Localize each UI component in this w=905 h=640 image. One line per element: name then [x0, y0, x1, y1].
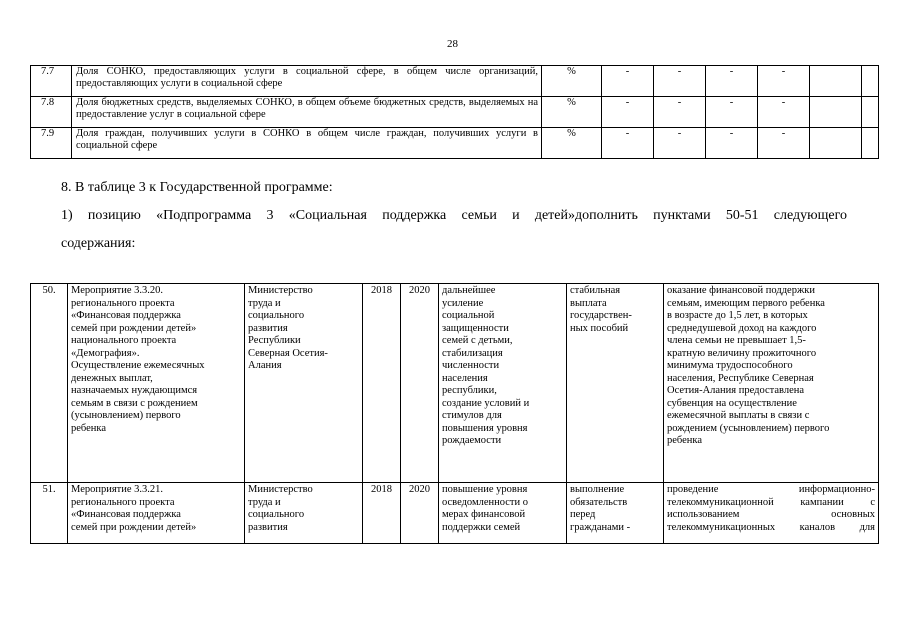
activity-name-line: денежных выплат, — [71, 372, 153, 384]
activity-name-line: семей при рождении детей» — [71, 322, 197, 334]
activity-result-line: создание условий и — [442, 397, 530, 409]
activity-start-year: 2018 — [363, 483, 401, 544]
activity-consequence-line: государствен- — [570, 310, 632, 321]
activity-name-line: регионального проекта — [71, 496, 175, 508]
indicator-number: 7.7 — [31, 66, 72, 97]
activity-consequence-line: ных пособий — [570, 322, 629, 334]
activity-relation-line: в возрасте до 1,5 лет, в которых — [667, 310, 808, 321]
activity-executor — [245, 284, 363, 483]
activity-result-line: населения — [442, 372, 488, 384]
activity-name-line: семьям в связи с рождением — [71, 397, 198, 409]
activity-consequence-line: выплата — [570, 297, 607, 309]
activity-number: 51. — [31, 483, 68, 544]
activity-consequence — [567, 483, 664, 544]
activity-relation-line: рождением (усыновлением) первого — [667, 422, 830, 434]
activity-start-year: 2018 — [363, 284, 401, 483]
activity-executor-line: социального — [248, 310, 305, 321]
indicator-value — [810, 66, 862, 97]
activity-executor-line: развития — [248, 521, 288, 533]
indicator-value: - — [654, 128, 706, 159]
activity-relation-line: субвенция на осуществление — [667, 397, 797, 409]
page-number: 28 — [447, 38, 458, 50]
activities-table — [30, 283, 879, 544]
activity-result — [439, 284, 567, 483]
activity-row — [31, 483, 879, 544]
activity-consequence-line: стабильная — [570, 285, 621, 296]
activity-name-line: Мероприятие 3.3.21. — [71, 484, 164, 495]
indicator-value: - — [706, 66, 758, 97]
indicator-value — [862, 128, 879, 159]
activity-relation-line: населения, Республике Северная — [667, 372, 814, 384]
activity-name-line: (усыновлением) первого — [71, 410, 181, 421]
activity-consequence-line: выполнение — [570, 484, 625, 495]
indicator-value: - — [602, 128, 654, 159]
indicator-row — [31, 128, 879, 159]
activity-executor-line: Республики — [248, 335, 301, 346]
activity-name-line: «Демография». — [71, 347, 140, 359]
activity-name-line: Мероприятие 3.3.20. — [71, 285, 164, 296]
activity-relation-line: проведение информационно- — [667, 484, 875, 495]
activity-name-line: «Финансовая поддержка — [71, 509, 181, 520]
activity-name-line: национального проекта — [71, 335, 177, 346]
indicator-value: - — [602, 66, 654, 97]
activity-relation-line: минимума трудоспособного — [667, 360, 793, 371]
indicator-text: Доля граждан, получивших услуги в СОНКО в общем числе граждан, получивших услуги в социальной сфере — [72, 128, 542, 159]
paragraph-content: содержания: — [61, 236, 136, 251]
activity-relation-line: Осетия-Алания предоставлена — [667, 385, 805, 396]
indicator-value — [862, 66, 879, 97]
activity-executor — [245, 483, 363, 544]
activity-result — [439, 483, 567, 544]
indicator-value: - — [654, 66, 706, 97]
activity-relation-line: ребенка — [667, 435, 702, 446]
activity-result-line: стимулов для — [442, 410, 502, 421]
indicator-text: Доля бюджетных средств, выделяемых СОНКО, в общем объеме бюджетных средств, выделяемых на предоставление услуг в социальной сфере — [72, 97, 542, 128]
activity-relation-line: среднедушевой доход на каждого — [667, 322, 817, 334]
paragraph-table-3: 8. В таблице 3 к Государственной программе: — [61, 180, 333, 195]
indicator-text: Доля СОНКО, предоставляющих услуги в социальной сфере, в общем числе организаций, предоставляющих услуги в социальной сфере — [72, 66, 542, 97]
activity-name-line: семей при рождении детей» — [71, 521, 197, 533]
activity-end-year: 2020 — [401, 483, 439, 544]
paragraph-position: 1) позицию «Подпрограмма 3 «Социальная поддержка семьи и детей»дополнить пунктами 50-51 следующего — [61, 208, 847, 223]
activity-result-line: республики, — [442, 385, 497, 396]
activity-row — [31, 284, 879, 483]
activity-executor-line: труда и — [248, 297, 281, 309]
activity-relation-line: члена семьи не превышает 1,5- — [667, 335, 806, 346]
activity-relation-line: телекоммуникационной кампании с — [667, 496, 875, 508]
indicator-number: 7.9 — [31, 128, 72, 159]
activity-relation-line: телекоммуникационных каналов для — [667, 521, 875, 533]
indicator-value: - — [758, 97, 810, 128]
activity-name-line: Осуществление ежемесячных — [71, 360, 205, 371]
indicator-value: - — [654, 97, 706, 128]
indicator-row — [31, 97, 879, 128]
activity-result-line: защищенности — [442, 322, 509, 334]
activity-number: 50. — [31, 284, 68, 483]
activity-name-line: назначаемых нуждающимся — [71, 385, 198, 396]
indicator-value — [810, 97, 862, 128]
indicator-value — [810, 128, 862, 159]
activity-relation-line: использованием основных — [667, 509, 875, 520]
activity-name — [68, 483, 245, 544]
activity-result-line: осведомленности о — [442, 496, 529, 508]
activity-result-line: стабилизация — [442, 347, 503, 359]
activity-relation-line: оказание финансовой поддержки — [667, 285, 815, 296]
activity-result-line: семей с детьми, — [442, 335, 513, 346]
activity-executor-line: развития — [248, 322, 288, 334]
activity-result-line: повышения уровня — [442, 422, 528, 434]
indicator-unit: % — [542, 128, 602, 159]
activity-end-year: 2020 — [401, 284, 439, 483]
activity-result-line: повышение уровня — [442, 484, 528, 495]
activity-relation-line: кратную величину прожиточного — [667, 347, 817, 359]
indicator-value — [862, 97, 879, 128]
activity-relation-line: семьям, имеющим первого ребенка — [667, 297, 825, 309]
activity-relation — [664, 483, 879, 544]
indicator-unit: % — [542, 66, 602, 97]
activity-name — [68, 284, 245, 483]
activity-executor-line: Северная Осетия- — [248, 347, 328, 359]
activity-result-line: социальной — [442, 310, 495, 321]
activity-consequence-line: перед — [570, 509, 596, 520]
activity-relation-line: ежемесячной выплаты в связи с — [667, 410, 810, 421]
indicator-number: 7.8 — [31, 97, 72, 128]
activity-executor-line: социального — [248, 509, 305, 520]
indicator-unit: % — [542, 97, 602, 128]
activity-executor-line: труда и — [248, 496, 281, 508]
activity-result-line: численности — [442, 360, 500, 371]
indicator-value: - — [758, 128, 810, 159]
activity-consequence-line: гражданами - — [570, 521, 631, 533]
indicator-value: - — [602, 97, 654, 128]
activity-name-line: регионального проекта — [71, 297, 175, 309]
activity-result-line: рождаемости — [442, 435, 502, 446]
indicator-row — [31, 66, 879, 97]
activity-relation — [664, 284, 879, 483]
activity-name-line: ребенка — [71, 422, 106, 434]
activity-executor-line: Алания — [248, 360, 282, 371]
activity-result-line: дальнейшее — [442, 285, 496, 296]
indicator-value: - — [706, 97, 758, 128]
activity-executor-line: Министерство — [248, 484, 313, 495]
indicator-value: - — [758, 66, 810, 97]
activity-consequence — [567, 284, 664, 483]
indicators-table — [30, 65, 879, 159]
activity-consequence-line: обязательств — [570, 496, 628, 508]
activity-result-line: поддержки семей — [442, 521, 521, 533]
activity-result-line: усиление — [442, 297, 484, 309]
activity-executor-line: Министерство — [248, 285, 313, 296]
activity-name-line: «Финансовая поддержка — [71, 310, 181, 321]
activity-result-line: мерах финансовой — [442, 509, 526, 520]
indicator-value: - — [706, 128, 758, 159]
